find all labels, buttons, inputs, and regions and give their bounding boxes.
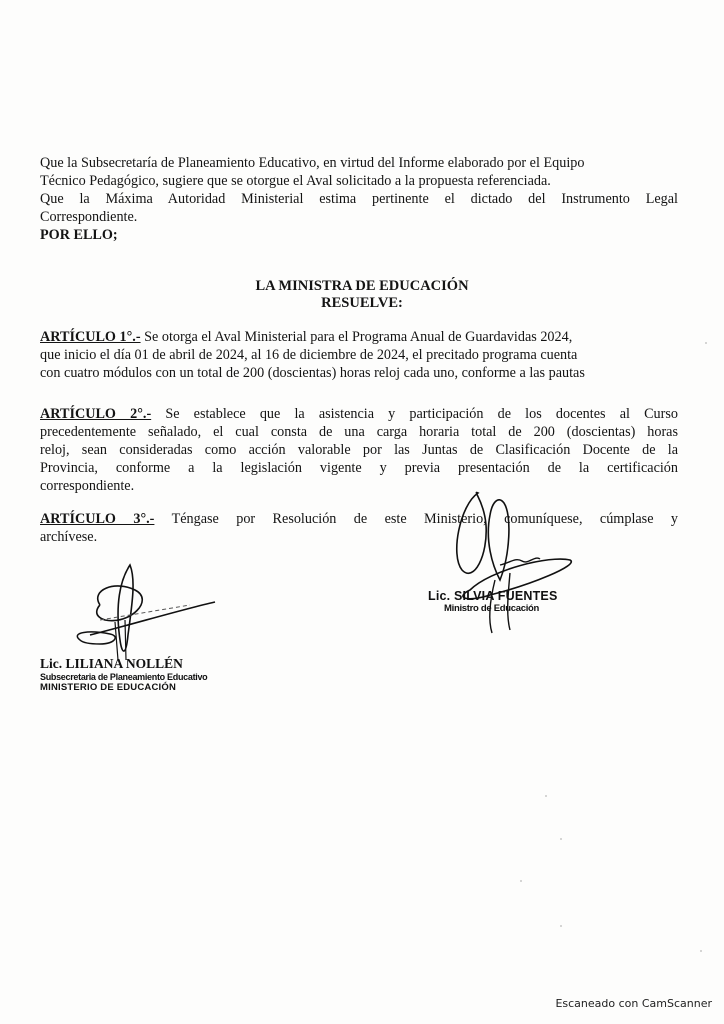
scan-speck [560, 925, 562, 927]
article-2-text: reloj, sean consideradas como acción valorable por las Juntas de Clasificación Docente de la [40, 442, 678, 458]
signer-left-role: Subsecretaria de Planeamiento Educativo [40, 672, 208, 682]
signer-left-name: Lic. LILIANA NOLLÉN [40, 656, 183, 671]
heading-authority: LA MINISTRA DE EDUCACIÓN [255, 278, 469, 294]
article-2-text: Provincia, conforme a la legislación vigente y previa presentación de la certificación [40, 460, 678, 476]
article-2-text: Se establece que la asistencia y participación de los docentes al Curso [151, 406, 678, 422]
considerando-line: Técnico Pedagógico, sugiere que se otorgue el Aval solicitado a la propuesta referenciada. [40, 173, 551, 189]
signer-right-name: Lic. SILVIA FUENTES [428, 589, 558, 603]
article-2-text: precedentemente señalado, el cual consta de una carga horaria total de 200 (doscientas) horas [40, 424, 678, 440]
article-2-label: ARTÍCULO 2°.- [40, 406, 152, 422]
article-1-text: Se otorga el Aval Ministerial para el Programa Anual de Guardavidas 2024, [140, 329, 573, 345]
signature-left-scribble [60, 560, 220, 660]
heading-resuelve: RESUELVE: [321, 295, 403, 311]
considerando-paragraph [40, 154, 678, 244]
considerando-line: Que la Subsecretaría de Planeamiento Educativo, en virtud del Informe elaborado por el Equipo [40, 155, 585, 171]
considerando-line: Que la Máxima Autoridad Ministerial estima pertinente el dictado del Instrumento Legal [40, 191, 678, 207]
scan-speck [700, 950, 702, 952]
resolution-heading [0, 278, 724, 312]
article-3 [40, 510, 678, 546]
article-1-text: que inicio el día 01 de abril de 2024, al 16 de diciembre de 2024, el precitado programa cuenta [40, 347, 578, 363]
scanner-watermark: Escaneado con CamScanner [555, 997, 712, 1010]
scan-speck [545, 795, 547, 797]
article-2-text: correspondiente. [40, 478, 135, 494]
article-2 [40, 405, 678, 495]
article-3-text: Téngase por Resolución de este Ministerio, comuníquese, cúmplase y [154, 511, 678, 527]
scan-speck [705, 342, 707, 344]
article-1 [40, 328, 678, 382]
scan-speck [520, 880, 522, 882]
por-ello-label: POR ELLO; [40, 227, 118, 243]
article-3-text: archívese. [40, 529, 98, 545]
scan-speck [560, 838, 562, 840]
signer-right-role: Ministro de Educación [444, 603, 540, 614]
signature-left [40, 656, 207, 693]
article-3-label: ARTÍCULO 3°.- [40, 511, 155, 527]
signer-left-ministry: MINISTERIO DE EDUCACIÓN [40, 682, 177, 693]
article-1-text: con cuatro módulos con un total de 200 (doscientas) horas reloj cada uno, conforme a las pautas [40, 365, 585, 381]
considerando-line: Correspondiente. [40, 209, 138, 225]
signature-right [428, 589, 558, 614]
article-1-label: ARTÍCULO 1°.- [40, 329, 141, 345]
